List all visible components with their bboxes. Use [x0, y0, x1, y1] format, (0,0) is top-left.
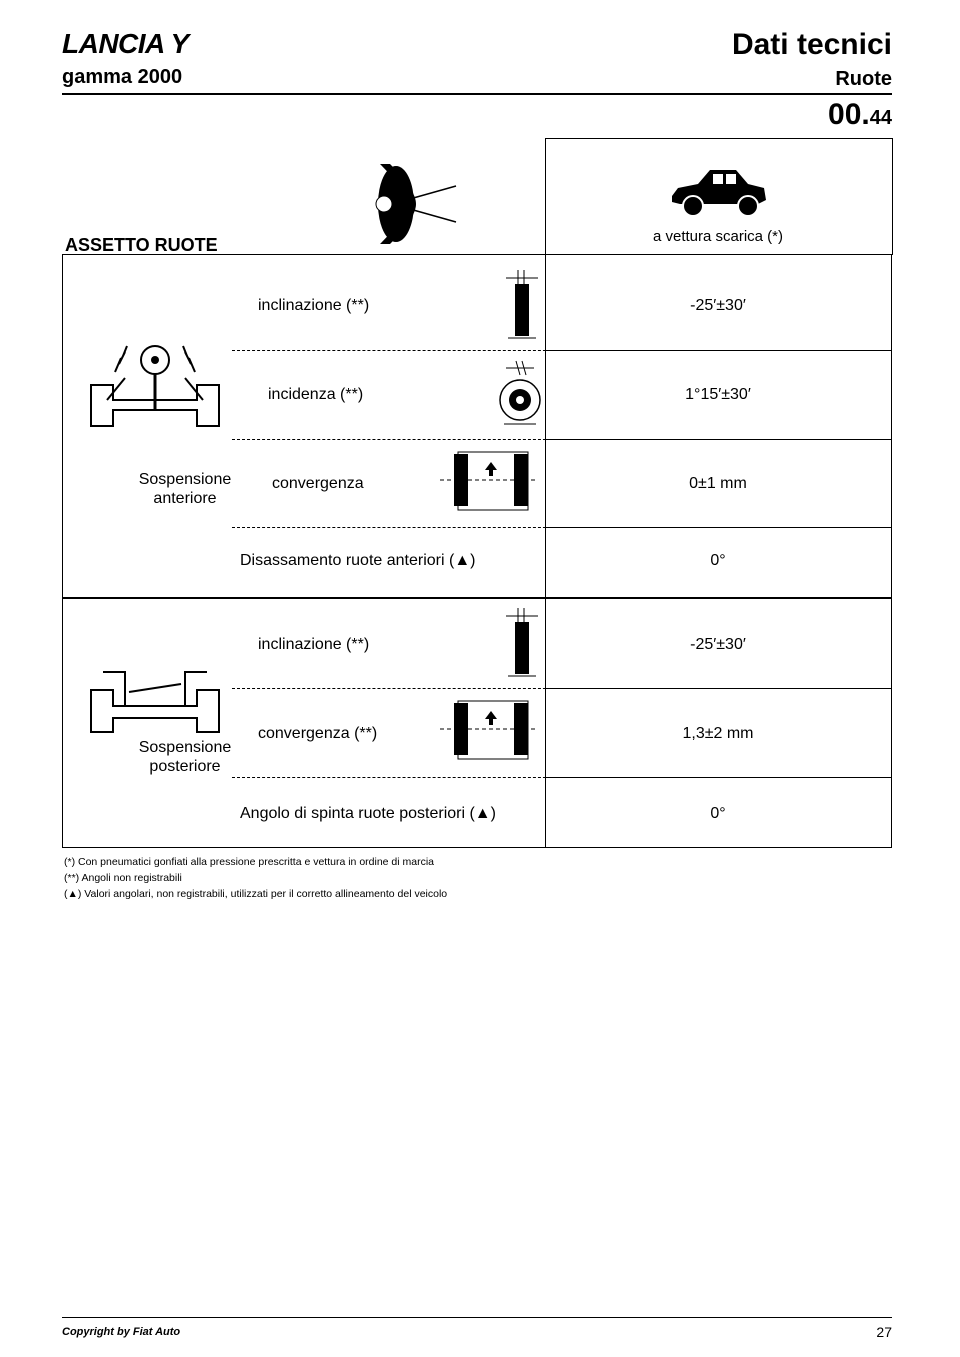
model-range: gamma 2000 [62, 66, 183, 88]
page-number: 27 [876, 1324, 892, 1340]
copyright: Copyright by Fiat Auto [62, 1326, 181, 1338]
car-icon [668, 160, 768, 220]
toe-icon [440, 448, 536, 516]
row-divider [545, 688, 892, 689]
header-rule [62, 93, 892, 95]
assetto-title: ASSETTO RUOTE [65, 235, 218, 255]
front-suspension-icon [85, 330, 225, 430]
toe-icon [440, 697, 536, 765]
param-label: Angolo di spinta ruote posteriori (▲) [240, 805, 496, 822]
condition-label: a vettura scarica (*) [652, 228, 784, 245]
column-divider [545, 254, 546, 848]
wheel-alignment-icon [368, 160, 458, 245]
footnote: (▲) Valori angolari, non registrabili, utilizzati per il corretto allineamento del veicolo [64, 888, 448, 900]
value-cell: -25′±30′ [690, 636, 746, 653]
value-cell: 0° [710, 552, 726, 569]
footer-rule [62, 1317, 892, 1318]
section-divider [62, 597, 892, 599]
row-divider [545, 439, 892, 440]
rear-suspension-icon [85, 660, 225, 735]
param-label: inclinazione (**) [258, 636, 370, 653]
rear-suspension-label: Sospensione posteriore [138, 739, 232, 775]
front-suspension-label: Sospensione anteriore [138, 471, 232, 507]
param-label: Disassamento ruote anteriori (▲) [240, 552, 476, 569]
param-label: convergenza (**) [258, 725, 378, 742]
param-label: convergenza [272, 475, 364, 492]
section-title: Dati tecnici [731, 28, 892, 61]
param-label: inclinazione (**) [258, 297, 370, 314]
camber-icon [504, 608, 540, 678]
camber-icon [504, 270, 540, 340]
value-cell: 1,3±2 mm [682, 725, 754, 742]
value-cell: 0° [710, 805, 726, 822]
page-code: 00.44 [828, 98, 892, 131]
row-divider [545, 527, 892, 528]
caster-icon [496, 360, 544, 430]
footnote: (**) Angoli non registrabili [64, 872, 182, 884]
value-cell: 0±1 mm [689, 475, 747, 492]
row-divider [545, 350, 892, 351]
subsection-title: Ruote [835, 68, 892, 90]
row-divider [545, 777, 892, 778]
param-label: incidenza (**) [268, 386, 364, 403]
value-cell: -25′±30′ [690, 297, 746, 314]
brand-title: LANCIA Y [62, 28, 189, 59]
footnote: (*) Con pneumatici gonfiati alla pressione prescritta e vettura in ordine di marcia [64, 856, 435, 868]
value-cell: 1°15′±30′ [685, 386, 751, 403]
